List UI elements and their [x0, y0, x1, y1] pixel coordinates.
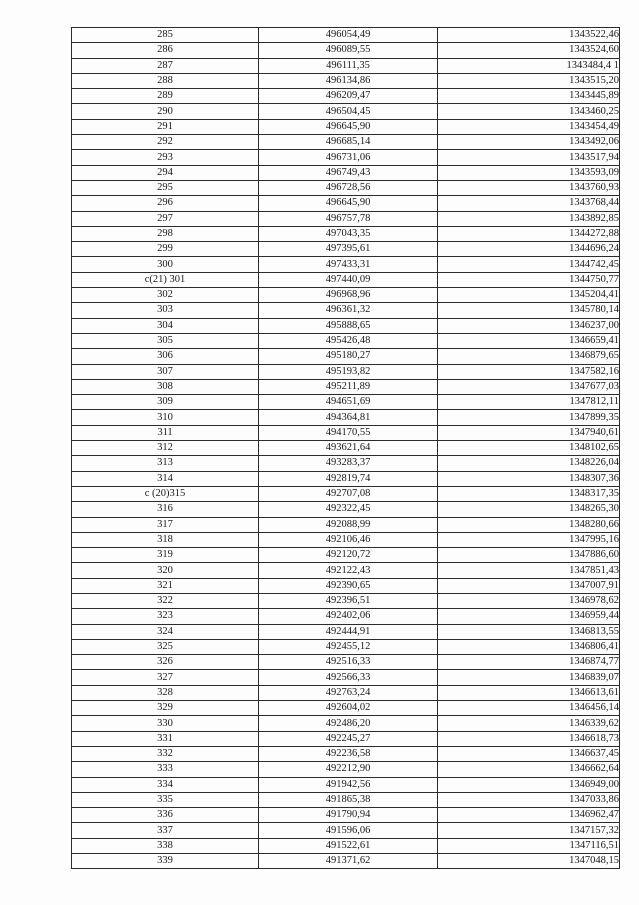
y-coordinate-cell: 1347940,61 [438, 425, 620, 440]
point-number-cell: 308 [72, 379, 259, 394]
table-row [72, 808, 620, 823]
table-row [72, 593, 620, 608]
table-row [72, 395, 620, 410]
point-number-cell: 313 [72, 456, 259, 471]
y-coordinate-cell: 1345204,41 [438, 288, 620, 303]
x-coordinate-cell: 492763,24 [259, 685, 438, 700]
x-coordinate-cell: 497433,31 [259, 257, 438, 272]
point-number-cell: 300 [72, 257, 259, 272]
table-row [72, 502, 620, 517]
table-row [72, 196, 620, 211]
table-row [72, 379, 620, 394]
point-number-cell: 304 [72, 318, 259, 333]
table-row [72, 517, 620, 532]
y-coordinate-cell: 1344742,45 [438, 257, 620, 272]
y-coordinate-cell: 1348265,30 [438, 502, 620, 517]
y-coordinate-cell: 1343515,20 [438, 73, 620, 88]
x-coordinate-cell: 492455,12 [259, 639, 438, 654]
table-row [72, 441, 620, 456]
point-number-cell: 292 [72, 135, 259, 150]
y-coordinate-cell: 1347033,86 [438, 792, 620, 807]
table-row [72, 548, 620, 563]
table-row [72, 716, 620, 731]
y-coordinate-cell: 1346659,41 [438, 333, 620, 348]
point-number-cell: 302 [72, 288, 259, 303]
x-coordinate-cell: 492707,08 [259, 486, 438, 501]
point-number-cell: 293 [72, 150, 259, 165]
y-coordinate-cell: 1343492,06 [438, 135, 620, 150]
y-coordinate-cell: 1343445,89 [438, 89, 620, 104]
point-number-cell: c(21) 301 [72, 272, 259, 287]
y-coordinate-cell: 1343522,46 [438, 28, 620, 43]
y-coordinate-cell: 1347812,11 [438, 395, 620, 410]
y-coordinate-cell: 1346959,44 [438, 609, 620, 624]
table-row [72, 333, 620, 348]
point-number-cell: 317 [72, 517, 259, 532]
table-row [72, 639, 620, 654]
x-coordinate-cell: 497440,09 [259, 272, 438, 287]
x-coordinate-cell: 492444,91 [259, 624, 438, 639]
y-coordinate-cell: 1348307,36 [438, 471, 620, 486]
point-number-cell: 295 [72, 180, 259, 195]
y-coordinate-cell: 1347048,15 [438, 854, 620, 869]
y-coordinate-cell: 1346879,65 [438, 349, 620, 364]
y-coordinate-cell: 1347851,43 [438, 563, 620, 578]
x-coordinate-cell: 492122,43 [259, 563, 438, 578]
table-row [72, 792, 620, 807]
point-number-cell: 327 [72, 670, 259, 685]
y-coordinate-cell: 1343517,94 [438, 150, 620, 165]
y-coordinate-cell: 1347995,16 [438, 532, 620, 547]
x-coordinate-cell: 496111,35 [259, 58, 438, 73]
y-coordinate-cell: 1346806,41 [438, 639, 620, 654]
table-row [72, 471, 620, 486]
y-coordinate-cell: 1347677,03 [438, 379, 620, 394]
point-number-cell: 329 [72, 701, 259, 716]
x-coordinate-cell: 496645,90 [259, 119, 438, 134]
table-row [72, 89, 620, 104]
y-coordinate-cell: 1347157,32 [438, 823, 620, 838]
x-coordinate-cell: 492396,51 [259, 593, 438, 608]
point-number-cell: 336 [72, 808, 259, 823]
point-number-cell: 307 [72, 364, 259, 379]
y-coordinate-cell: 1347899,35 [438, 410, 620, 425]
table-row [72, 410, 620, 425]
x-coordinate-cell: 492212,90 [259, 762, 438, 777]
y-coordinate-cell: 1346662,64 [438, 762, 620, 777]
point-number-cell: 297 [72, 211, 259, 226]
x-coordinate-cell: 492390,65 [259, 578, 438, 593]
table-row [72, 272, 620, 287]
x-coordinate-cell: 495180,27 [259, 349, 438, 364]
y-coordinate-cell: 1346613,61 [438, 685, 620, 700]
x-coordinate-cell: 494170,55 [259, 425, 438, 440]
x-coordinate-cell: 496757,78 [259, 211, 438, 226]
table-row [72, 609, 620, 624]
point-number-cell: 286 [72, 43, 259, 58]
point-number-cell: 296 [72, 196, 259, 211]
x-coordinate-cell: 492106,46 [259, 532, 438, 547]
x-coordinate-cell: 496685,14 [259, 135, 438, 150]
table-row [72, 823, 620, 838]
y-coordinate-cell: 1346339,62 [438, 716, 620, 731]
table-row [72, 58, 620, 73]
point-number-cell: 303 [72, 303, 259, 318]
y-coordinate-cell: 1344750,77 [438, 272, 620, 287]
x-coordinate-cell: 492245,27 [259, 731, 438, 746]
point-number-cell: 331 [72, 731, 259, 746]
table-row [72, 257, 620, 272]
point-number-cell: 306 [72, 349, 259, 364]
x-coordinate-cell: 496728,56 [259, 180, 438, 195]
x-coordinate-cell: 491865,38 [259, 792, 438, 807]
y-coordinate-cell: 1347116,51 [438, 838, 620, 853]
x-coordinate-cell: 492402,06 [259, 609, 438, 624]
x-coordinate-cell: 497043,35 [259, 226, 438, 241]
point-number-cell: 320 [72, 563, 259, 578]
point-number-cell: c (20)315 [72, 486, 259, 501]
x-coordinate-cell: 493283,37 [259, 456, 438, 471]
x-coordinate-cell: 495888,65 [259, 318, 438, 333]
point-number-cell: 285 [72, 28, 259, 43]
point-number-cell: 337 [72, 823, 259, 838]
table-row [72, 73, 620, 88]
coordinates-table [71, 27, 620, 869]
x-coordinate-cell: 492486,20 [259, 716, 438, 731]
x-coordinate-cell: 492322,45 [259, 502, 438, 517]
y-coordinate-cell: 1346962,47 [438, 808, 620, 823]
x-coordinate-cell: 495193,82 [259, 364, 438, 379]
x-coordinate-cell: 496504,45 [259, 104, 438, 119]
x-coordinate-cell: 496731,06 [259, 150, 438, 165]
table-row [72, 456, 620, 471]
y-coordinate-cell: 1348102,65 [438, 441, 620, 456]
y-coordinate-cell: 1346637,45 [438, 746, 620, 761]
table-row [72, 364, 620, 379]
table-row [72, 854, 620, 869]
table-row [72, 838, 620, 853]
y-coordinate-cell: 1346456,14 [438, 701, 620, 716]
point-number-cell: 316 [72, 502, 259, 517]
coordinates-table-body [72, 28, 620, 869]
x-coordinate-cell: 491596,06 [259, 823, 438, 838]
table-row [72, 349, 620, 364]
y-coordinate-cell: 1346618,73 [438, 731, 620, 746]
x-coordinate-cell: 492088,99 [259, 517, 438, 532]
y-coordinate-cell: 1346237,00 [438, 318, 620, 333]
y-coordinate-cell: 1348280,66 [438, 517, 620, 532]
y-coordinate-cell: 1346839,07 [438, 670, 620, 685]
x-coordinate-cell: 497395,61 [259, 242, 438, 257]
table-row [72, 685, 620, 700]
table-row [72, 165, 620, 180]
x-coordinate-cell: 496209,47 [259, 89, 438, 104]
table-row [72, 563, 620, 578]
y-coordinate-cell: 1343892,85 [438, 211, 620, 226]
point-number-cell: 328 [72, 685, 259, 700]
point-number-cell: 322 [72, 593, 259, 608]
point-number-cell: 324 [72, 624, 259, 639]
point-number-cell: 299 [72, 242, 259, 257]
x-coordinate-cell: 492120,72 [259, 548, 438, 563]
table-row [72, 150, 620, 165]
table-row [72, 318, 620, 333]
point-number-cell: 305 [72, 333, 259, 348]
x-coordinate-cell: 494651,69 [259, 395, 438, 410]
x-coordinate-cell: 492604,02 [259, 701, 438, 716]
point-number-cell: 291 [72, 119, 259, 134]
x-coordinate-cell: 496134,86 [259, 73, 438, 88]
x-coordinate-cell: 495211,89 [259, 379, 438, 394]
y-coordinate-cell: 1346978,62 [438, 593, 620, 608]
point-number-cell: 335 [72, 792, 259, 807]
x-coordinate-cell: 495426,48 [259, 333, 438, 348]
x-coordinate-cell: 492236,58 [259, 746, 438, 761]
y-coordinate-cell: 1343460,25 [438, 104, 620, 119]
y-coordinate-cell: 1346874,77 [438, 655, 620, 670]
table-row [72, 303, 620, 318]
y-coordinate-cell: 1346949,00 [438, 777, 620, 792]
y-coordinate-cell: 1348317,35 [438, 486, 620, 501]
point-number-cell: 314 [72, 471, 259, 486]
x-coordinate-cell: 493621,64 [259, 441, 438, 456]
x-coordinate-cell: 492819,74 [259, 471, 438, 486]
table-row [72, 670, 620, 685]
point-number-cell: 323 [72, 609, 259, 624]
point-number-cell: 312 [72, 441, 259, 456]
y-coordinate-cell: 1343484,4 1 [438, 58, 620, 73]
table-row [72, 624, 620, 639]
point-number-cell: 339 [72, 854, 259, 869]
point-number-cell: 311 [72, 425, 259, 440]
point-number-cell: 332 [72, 746, 259, 761]
point-number-cell: 334 [72, 777, 259, 792]
table-row [72, 777, 620, 792]
y-coordinate-cell: 1347007,91 [438, 578, 620, 593]
point-number-cell: 326 [72, 655, 259, 670]
point-number-cell: 318 [72, 532, 259, 547]
point-number-cell: 287 [72, 58, 259, 73]
point-number-cell: 319 [72, 548, 259, 563]
point-number-cell: 310 [72, 410, 259, 425]
table-row [72, 288, 620, 303]
table-row [72, 119, 620, 134]
x-coordinate-cell: 491522,61 [259, 838, 438, 853]
point-number-cell: 309 [72, 395, 259, 410]
table-row [72, 28, 620, 43]
table-row [72, 532, 620, 547]
x-coordinate-cell: 492516,33 [259, 655, 438, 670]
x-coordinate-cell: 496968,96 [259, 288, 438, 303]
table-row [72, 655, 620, 670]
table-row [72, 211, 620, 226]
x-coordinate-cell: 491942,56 [259, 777, 438, 792]
point-number-cell: 288 [72, 73, 259, 88]
table-row [72, 104, 620, 119]
x-coordinate-cell: 496749,43 [259, 165, 438, 180]
table-row [72, 578, 620, 593]
table-row [72, 486, 620, 501]
table-row [72, 701, 620, 716]
table-row [72, 242, 620, 257]
table-row [72, 180, 620, 195]
point-number-cell: 321 [72, 578, 259, 593]
table-row [72, 762, 620, 777]
y-coordinate-cell: 1343524,60 [438, 43, 620, 58]
point-number-cell: 290 [72, 104, 259, 119]
y-coordinate-cell: 1344696,24 [438, 242, 620, 257]
table-row [72, 731, 620, 746]
y-coordinate-cell: 1348226,04 [438, 456, 620, 471]
point-number-cell: 330 [72, 716, 259, 731]
x-coordinate-cell: 491790,94 [259, 808, 438, 823]
x-coordinate-cell: 494364,81 [259, 410, 438, 425]
x-coordinate-cell: 496645,90 [259, 196, 438, 211]
point-number-cell: 325 [72, 639, 259, 654]
table-row [72, 425, 620, 440]
y-coordinate-cell: 1343760,93 [438, 180, 620, 195]
y-coordinate-cell: 1347886,60 [438, 548, 620, 563]
point-number-cell: 338 [72, 838, 259, 853]
y-coordinate-cell: 1344272,88 [438, 226, 620, 241]
x-coordinate-cell: 491371,62 [259, 854, 438, 869]
table-row [72, 746, 620, 761]
table-row [72, 135, 620, 150]
y-coordinate-cell: 1346813,55 [438, 624, 620, 639]
y-coordinate-cell: 1347582,16 [438, 364, 620, 379]
x-coordinate-cell: 496361,32 [259, 303, 438, 318]
table-row [72, 226, 620, 241]
y-coordinate-cell: 1345780,14 [438, 303, 620, 318]
x-coordinate-cell: 496089,55 [259, 43, 438, 58]
point-number-cell: 289 [72, 89, 259, 104]
point-number-cell: 333 [72, 762, 259, 777]
y-coordinate-cell: 1343454,49 [438, 119, 620, 134]
table-row [72, 43, 620, 58]
y-coordinate-cell: 1343593,09 [438, 165, 620, 180]
point-number-cell: 294 [72, 165, 259, 180]
x-coordinate-cell: 492566,33 [259, 670, 438, 685]
point-number-cell: 298 [72, 226, 259, 241]
y-coordinate-cell: 1343768,44 [438, 196, 620, 211]
x-coordinate-cell: 496054,49 [259, 28, 438, 43]
